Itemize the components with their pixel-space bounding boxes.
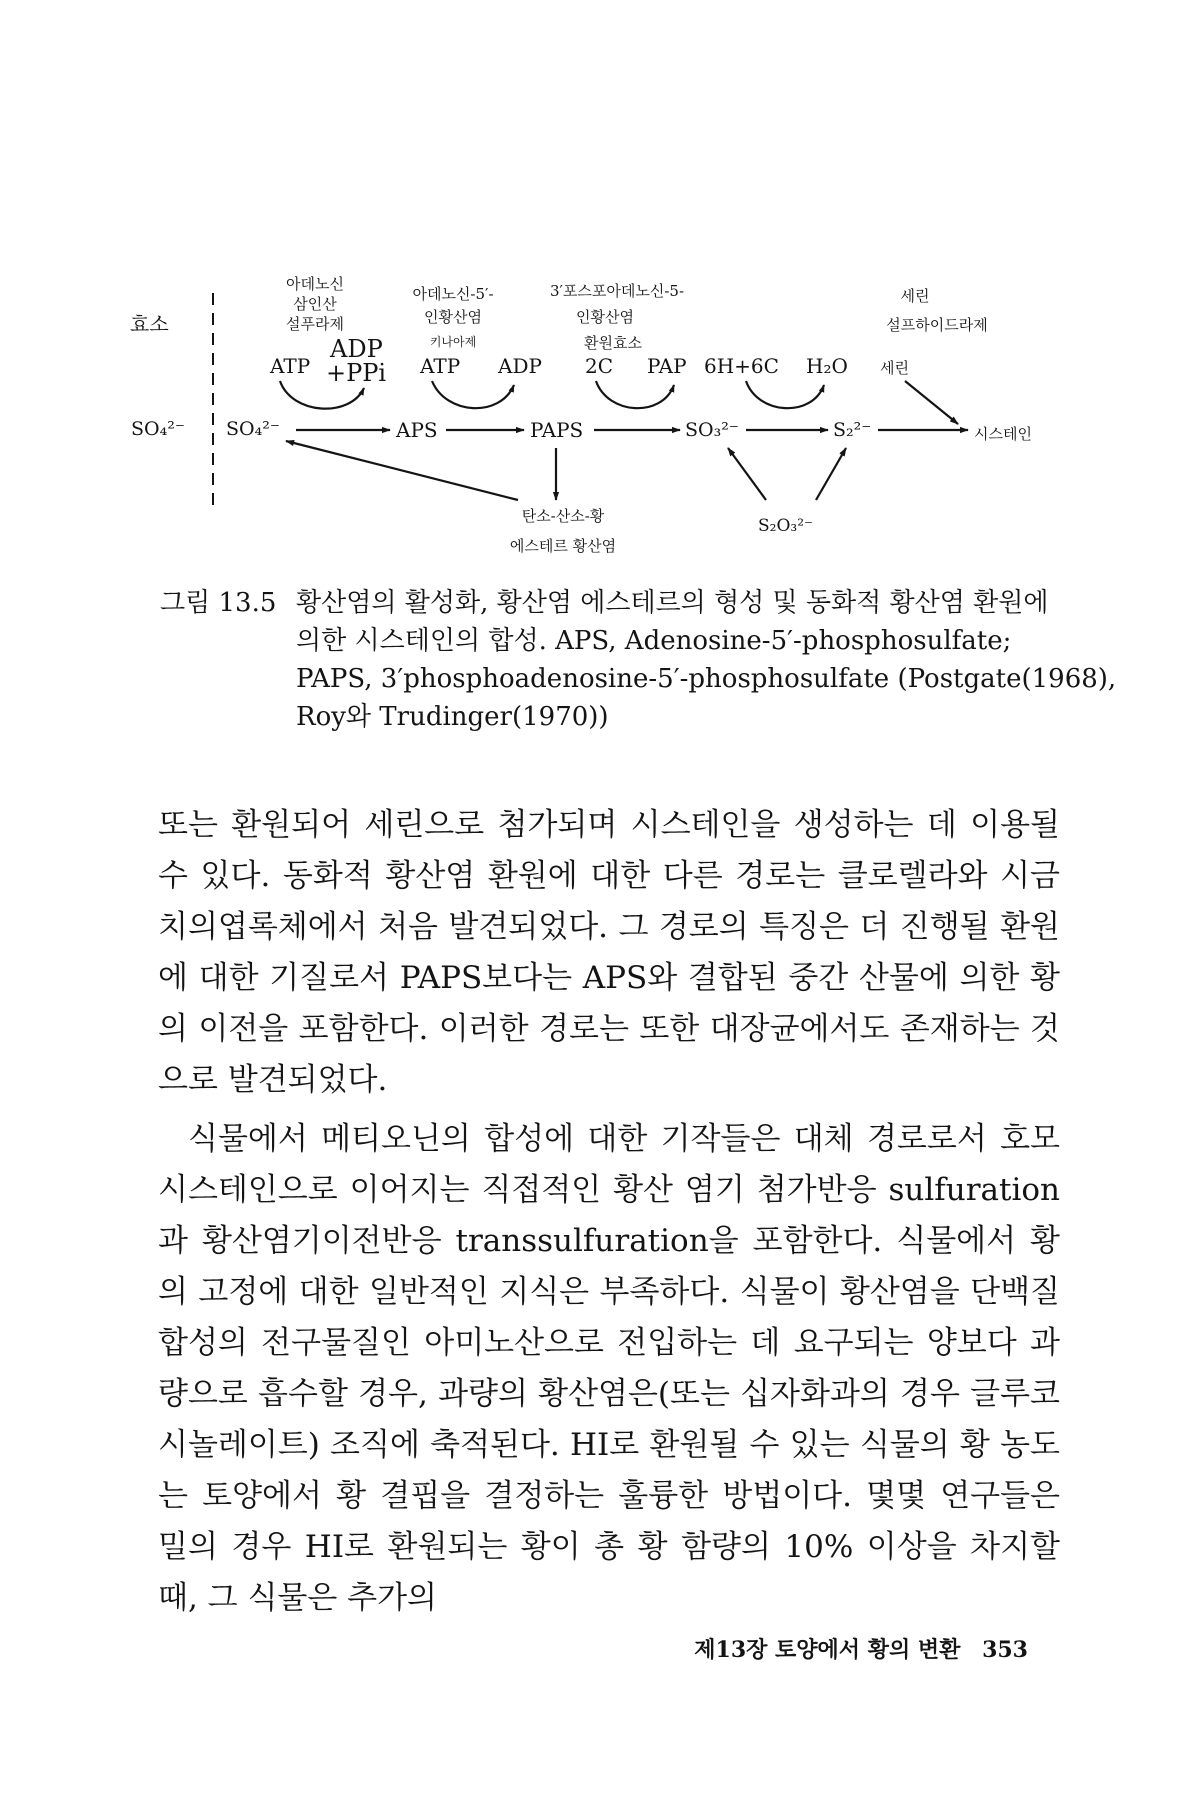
sulfite-compound: SO₃²⁻ bbox=[685, 419, 739, 441]
serine-sulfhydrase-label bbox=[886, 287, 987, 334]
svg-text:탄소-산소-황: 탄소-산소-황 bbox=[521, 507, 605, 525]
svg-text:아데노신: 아데노신 bbox=[286, 275, 344, 293]
sulfate-ester-label bbox=[510, 507, 616, 555]
svg-text:세린: 세린 bbox=[900, 287, 930, 305]
ester-return-arrow bbox=[286, 441, 518, 500]
caption-line: 의한 시스테인의 합성. APS, Adenosine-5′-phosphosulfate; bbox=[296, 626, 1012, 656]
adp-cofactor-2: ADP bbox=[498, 354, 542, 378]
chapter-title: 제13장 토양에서 황의 변환 bbox=[694, 1637, 961, 1663]
h-water-curve bbox=[746, 381, 824, 408]
svg-text:아데노신-5′-: 아데노신-5′- bbox=[412, 285, 494, 303]
paps-reductase-label bbox=[550, 282, 684, 352]
svg-text:인황산염: 인황산염 bbox=[576, 308, 634, 326]
svg-text:에스테르 황산염: 에스테르 황산염 bbox=[509, 537, 617, 555]
s2o3-to-s2-arrow bbox=[816, 448, 846, 500]
caption-line: 황산염의 활성화, 황산염 에스테르의 형성 및 동화적 황산염 환원에 bbox=[296, 588, 1049, 618]
svg-text:인황산염: 인황산염 bbox=[424, 308, 482, 326]
ppi-cofactor: +PPi bbox=[326, 359, 387, 387]
caption-line: PAPS, 3′phosphoadenosine-5′-phosphosulfate (Postgate(1968), bbox=[296, 664, 1117, 694]
paps-compound: PAPS bbox=[530, 418, 584, 442]
c-pap-curve bbox=[596, 381, 674, 408]
svg-text:키나아제: 키나아제 bbox=[429, 335, 477, 349]
sulfate-compound: SO₄²⁻ bbox=[226, 418, 280, 440]
caption-text bbox=[296, 584, 1117, 736]
atp-adp-curve-2 bbox=[432, 381, 514, 408]
svg-text:3′포스포아데노신-5-: 3′포스포아데노신-5- bbox=[549, 282, 685, 300]
page-footer bbox=[694, 1633, 1028, 1664]
cysteine-compound: 시스테인 bbox=[974, 425, 1032, 443]
water-cofactor: H₂O bbox=[806, 354, 848, 378]
sulfate-reduction-pathway-diagram bbox=[0, 0, 1200, 600]
figure-caption bbox=[160, 584, 1117, 736]
svg-text:삼인산: 삼인산 bbox=[293, 295, 337, 313]
serine-to-cysteine-arrow bbox=[905, 381, 958, 424]
caption-line: Roy와 Trudinger(1970)) bbox=[296, 702, 609, 732]
svg-text:환원효소: 환원효소 bbox=[584, 334, 642, 352]
thiosulfate-compound: S₂O₃²⁻ bbox=[758, 516, 814, 536]
aps-compound: APS bbox=[396, 418, 438, 442]
svg-text:설프하이드라제: 설프하이드라제 bbox=[886, 316, 988, 334]
substrate-row-label: SO₄²⁻ bbox=[131, 418, 185, 440]
carbon-cofactor: 2C bbox=[585, 354, 614, 378]
pap-cofactor: PAP bbox=[647, 354, 687, 378]
enzyme-row-label: 효소 bbox=[130, 312, 169, 336]
atp-cofactor-2: ATP bbox=[420, 354, 461, 378]
serine-cofactor: 세린 bbox=[880, 359, 909, 377]
disulfide-compound: S₂²⁻ bbox=[833, 419, 872, 441]
page-number: 353 bbox=[982, 1637, 1028, 1663]
aps-kinase-label bbox=[412, 285, 493, 349]
figure-label: 그림 13.5 bbox=[160, 588, 277, 618]
atp-cofactor: ATP bbox=[270, 354, 311, 378]
hydrogen-carbon-cofactor: 6H+6C bbox=[704, 354, 779, 378]
body-paragraph: 또는 환원되어 세린으로 첨가되며 시스테인을 생성하는 데 이용될 수 있다. 동화적 황산염 환원에 대한 다른 경로는 클로렐라와 시금치의엽록체에서 처음 발견되었다. 그 경로의 특징은 더 진행될 환원에 대한 기질로서 PAPS보다는 APS와 결합된 중간 산물에 의한 황의 이전을 포함한다. 이러한 경로는 또한 대장균에서도 존재하는 것으로 발견되었다. bbox=[158, 807, 1060, 1098]
s2o3-to-so3-arrow bbox=[728, 448, 766, 500]
adp-cofactor: ADP bbox=[330, 335, 383, 363]
atp-sulfurylase-label bbox=[286, 275, 344, 333]
body-paragraph: 식물에서 메티오닌의 합성에 대한 기작들은 대체 경로로서 호모시스테인으로 이어지는 직접적인 황산 염기 첨가반응 sulfuration과 황산염기이전반응 transsulfuration을 포함한다. 식물에서 황의 고정에 대한 일반적인 지식은 부족하다. 식물이 황산염을 단백질 합성의 전구물질인 아미노산으로 전입하는 데 요구되는 양보다 과량으로 흡수할 경우, 과량의 황산염은(또는 십자화과의 경우 글루코시놀레이트) 조직에 축적된다. HI로 환원될 수 있는 식물의 황 농도는 토양에서 황 결핍을 결정하는 훌륭한 방법이다. 몇몇 연구들은 밀의 경우 HI로 환원되는 황이 총 황 함량의 10% 이상을 차지할 때, 그 식물은 추가의 bbox=[158, 1121, 1060, 1616]
body-text bbox=[158, 800, 1060, 1624]
svg-text:설푸라제: 설푸라제 bbox=[286, 315, 344, 333]
